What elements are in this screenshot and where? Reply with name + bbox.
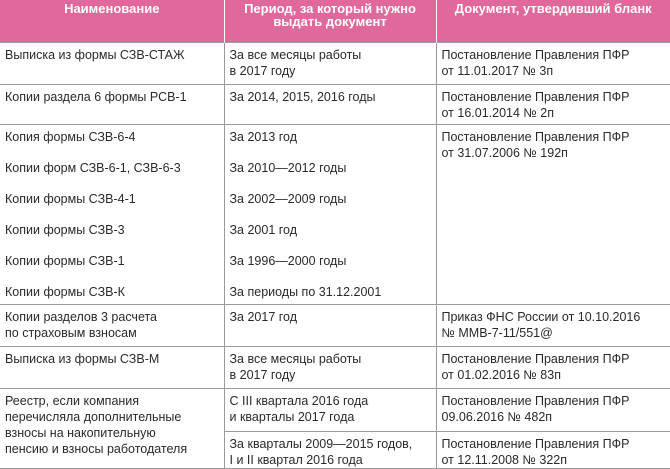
cell-period: За 2014, 2015, 2016 годы	[224, 85, 436, 125]
table-row	[0, 305, 670, 347]
form-period: За 2013 год	[229, 130, 298, 144]
form-name: Копии форм СЗВ-6-1, СЗВ-6-3	[5, 161, 181, 175]
cell-period: За все месяцы работы в 2017 году	[224, 43, 436, 85]
cell-name: Копии раздела 6 формы РСВ-1	[0, 85, 224, 125]
table-row	[0, 389, 670, 469]
form-name: Копии формы СЗВ-4-1	[5, 192, 136, 206]
cell-name: Выписка из формы СЗВ-М	[0, 347, 224, 389]
cell-document: Постановление Правления ПФР от 11.01.2017 № 3п	[436, 43, 670, 85]
cell-name: Выписка из формы СЗВ-СТАЖ	[0, 43, 224, 85]
table-row	[0, 85, 670, 125]
form-period: За 1996—2000 годы	[229, 254, 347, 268]
form-name: Копии формы СЗВ-1	[5, 254, 125, 268]
form-period: За 2001 год	[229, 223, 298, 237]
header-document: Документ, утвердивший бланк	[436, 0, 670, 43]
cell-document: Приказ ФНС России от 10.10.2016 № ММВ-7-11/551@	[436, 305, 670, 347]
table-header-row	[0, 0, 670, 43]
cell-period: За 2017 год	[224, 305, 436, 347]
cell-name: Реестр, если компания перечисляла дополнительные взносы на накопительную пенсию и взносы работодателя	[0, 389, 224, 469]
table-row	[0, 125, 670, 305]
cell-period: За все месяцы работы в 2017 году	[224, 347, 436, 389]
cell-name-group	[0, 125, 224, 305]
table-row	[0, 43, 670, 85]
form-period: За 2010—2012 годы	[229, 161, 347, 175]
form-period: За периоды по 31.12.2001	[229, 285, 382, 299]
cell-period-split: С III квартала 2016 года и кварталы 2017 года За кварталы 2009—2015 годов, I и II квартал 2016 года	[224, 389, 436, 469]
cell-document-split: Постановление Правления ПФР 09.06.2016 № 482п Постановление Правления ПФР от 12.11.2008 № 322п	[436, 389, 670, 469]
cell-document: Постановление Правления ПФР от 16.01.2014 № 2п	[436, 85, 670, 125]
form-name: Копия формы СЗВ-6-4	[5, 130, 136, 144]
form-name: Копии формы СЗВ-3	[5, 223, 125, 237]
header-name: Наименование	[0, 0, 224, 43]
cell-document: Постановление Правления ПФР от 01.02.2016 № 83п	[436, 347, 670, 389]
cell-name: Копии разделов 3 расчета по страховым взносам	[0, 305, 224, 347]
form-name: Копии формы СЗВ-К	[5, 285, 125, 299]
header-period: Период, за который нужно выдать документ	[224, 0, 436, 43]
cell-document: Постановление Правления ПФР от 31.07.2006 № 192п	[436, 125, 670, 305]
cell-period-group	[224, 125, 436, 305]
form-period: За 2002—2009 годы	[229, 192, 347, 206]
table-row	[0, 347, 670, 389]
